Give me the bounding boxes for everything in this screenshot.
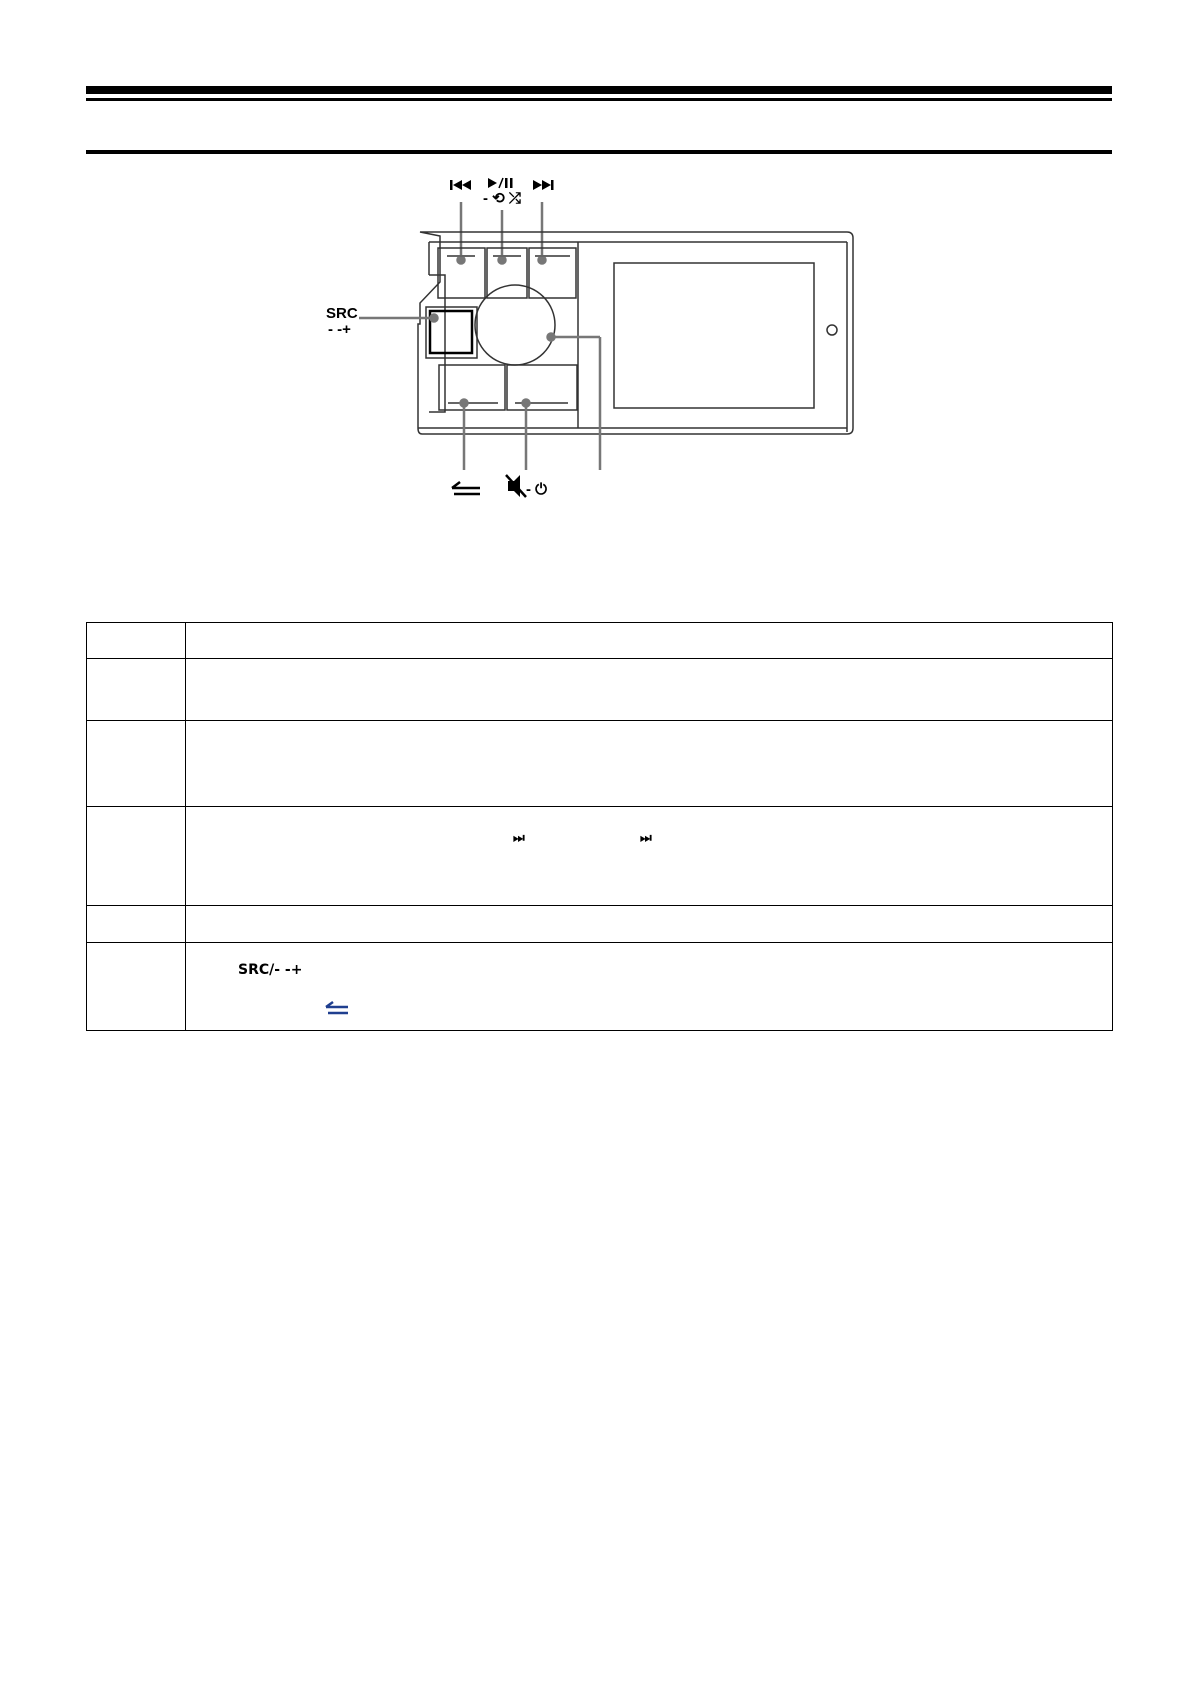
repeat-shuffle-label: - ⟲ ⤮ xyxy=(483,190,521,207)
table-cell xyxy=(87,943,186,1031)
table-cell xyxy=(87,659,186,721)
mute-icon xyxy=(506,475,526,497)
head-unit-diagram xyxy=(326,170,860,510)
src-label: SRC xyxy=(326,305,358,322)
next-track-icon xyxy=(533,180,554,190)
display-screen xyxy=(578,242,814,428)
table-cell xyxy=(186,906,1113,943)
table-cell xyxy=(87,807,186,906)
table-cell xyxy=(186,721,1113,807)
table-cell xyxy=(87,906,186,943)
back-icon xyxy=(452,482,480,494)
table-row xyxy=(87,906,1113,943)
prev-track-icon xyxy=(450,180,471,190)
header-rule-thick xyxy=(86,86,1112,94)
rotary-encoder[interactable] xyxy=(475,285,555,365)
next-track-icon: ⏭ xyxy=(640,830,652,845)
play-pause-icon xyxy=(488,178,513,188)
table-row xyxy=(87,659,1113,721)
reset-hole-icon xyxy=(827,325,837,335)
mute-power-button[interactable] xyxy=(507,365,577,410)
src-sub-label: - -+ xyxy=(328,321,351,338)
header-rule-thin xyxy=(86,98,1112,101)
table-cell xyxy=(87,721,186,807)
back-button[interactable] xyxy=(439,365,505,410)
play-pause-button[interactable] xyxy=(487,248,527,298)
table-cell xyxy=(186,659,1113,721)
src-inline-label: SRC/- -+ xyxy=(238,962,303,978)
power-label: - ⏻ xyxy=(526,481,548,498)
table-row xyxy=(87,721,1113,807)
section-rule xyxy=(86,150,1112,154)
back-inline-icon xyxy=(322,1000,352,1018)
table-row xyxy=(87,623,1113,659)
table-cell xyxy=(186,623,1113,659)
next-track-icon: ⏭ xyxy=(513,830,525,845)
table-cell xyxy=(186,807,1113,906)
table-row xyxy=(87,943,1113,1031)
table-cell xyxy=(87,623,186,659)
table-row xyxy=(87,807,1113,906)
